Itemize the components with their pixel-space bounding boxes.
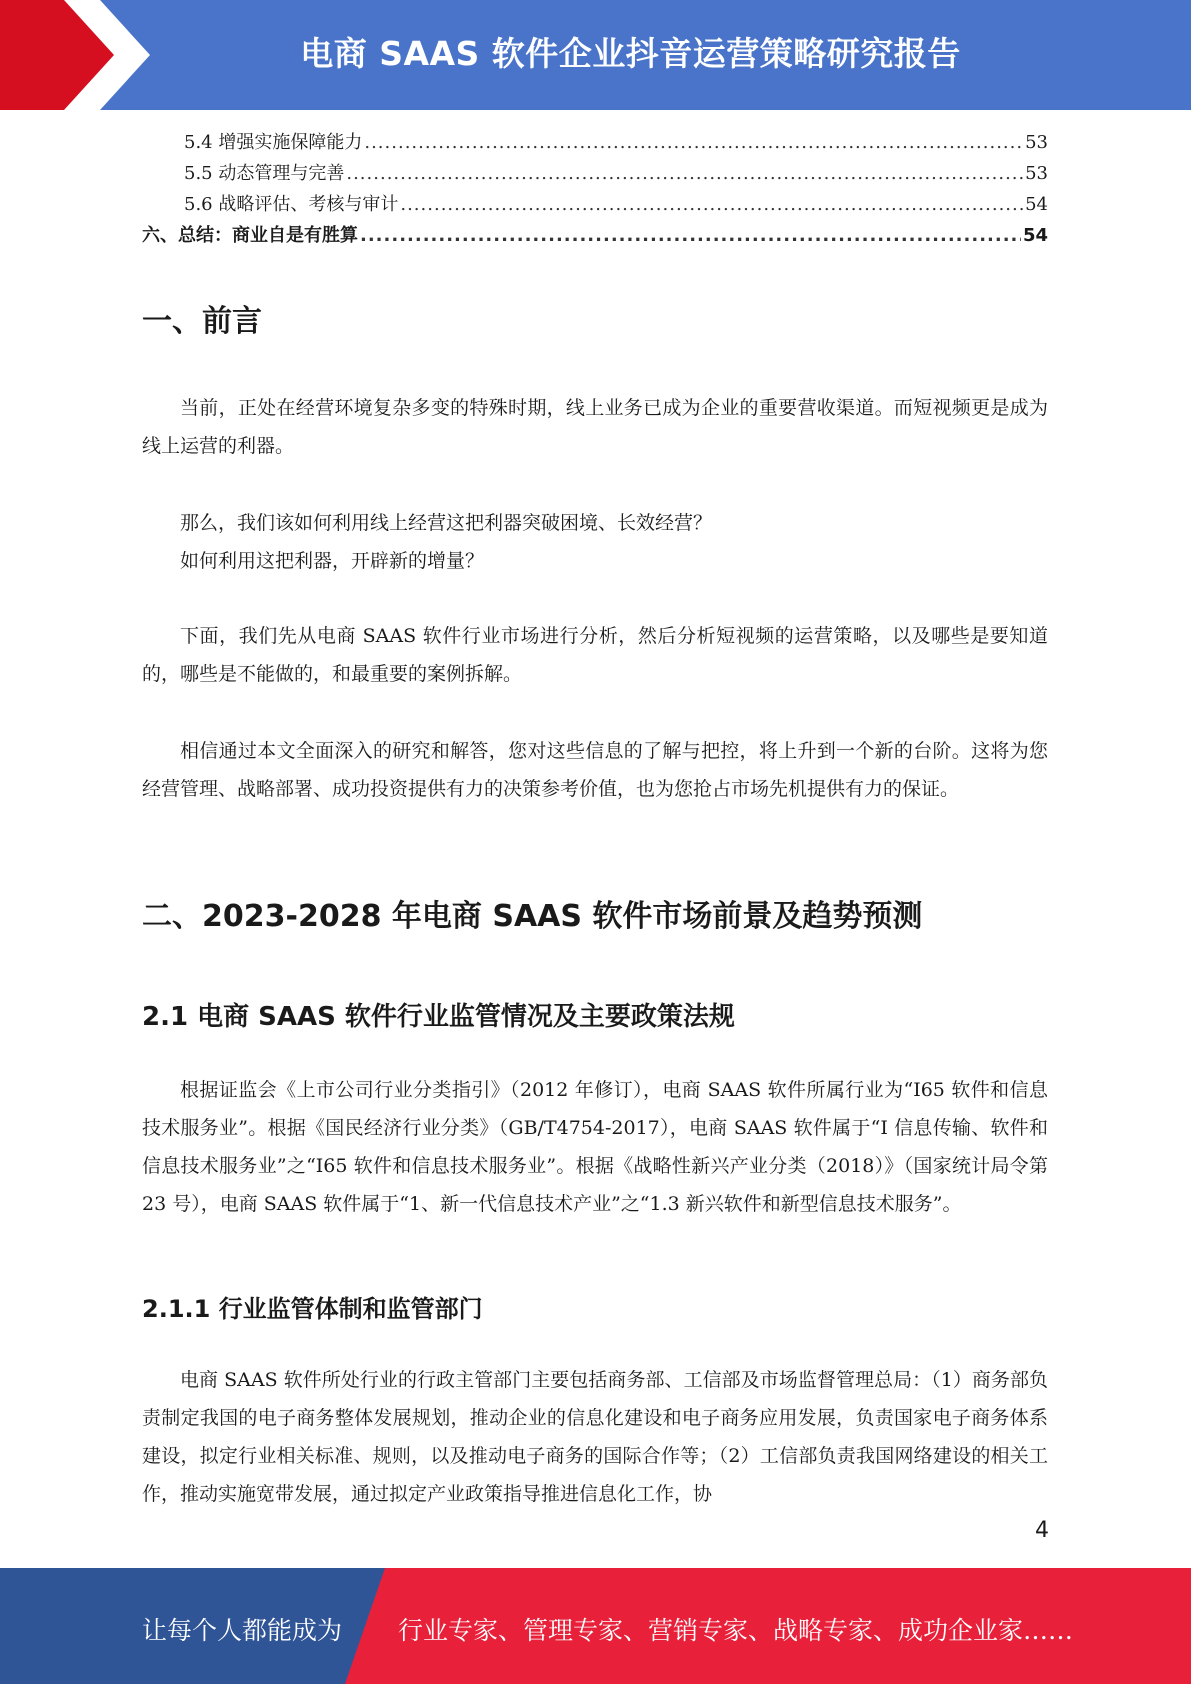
- toc-leader-dots: [364, 132, 1023, 153]
- page-footer: [0, 1568, 1191, 1684]
- page-number: 4: [1035, 1518, 1049, 1543]
- toc-entry[interactable]: [142, 190, 1048, 221]
- toc-entry-page: 53: [1025, 163, 1048, 184]
- regulatory-system-paragraph: 电商 SAAS 软件所处行业的行政主管部门主要包括商务部、工信部及市场监督管理总局：（1）商务部负责制定我国的电子商务整体发展规划，推动企业的信息化建设和电子商务应用发展，负责国家电子商务体系建设，拟定行业相关标准、规则，以及推动电子商务的国际合作等；（2）工信部负责我国网络建设的相关工作，推动实施宽带发展，通过拟定产业政策指导推进信息化工作，协: [142, 1369, 1048, 1505]
- toc-entry-label: 5.6 战略评估、考核与审计: [184, 194, 399, 215]
- toc-leader-dots: [360, 225, 1021, 246]
- subsection-heading-regulation: 2.1 电商 SAAS 软件行业监管情况及主要政策法规: [142, 1002, 735, 1032]
- toc-entry[interactable]: [142, 221, 1048, 252]
- toc-leader-dots: [346, 163, 1023, 184]
- footer-slogan: 行业专家、管理专家、营销专家、战略专家、成功企业家……: [398, 1616, 1074, 1645]
- subsection-heading-regulatory-system: 2.1.1 行业监管体制和监管部门: [142, 1295, 483, 1323]
- regulation-paragraph: 根据证监会《上市公司行业分类指引》（2012 年修订），电商 SAAS 软件所属行业为“I65 软件和信息技术服务业”。根据《国民经济行业分类》（GB/T4754-2017），电商 SAAS 软件属于“I 信息传输、软件和信息技术服务业”之“I65 软件和信息技术服务业”。根据《战略性新兴产业分类（2018）》（国家统计局令第 23 号），电商 SAAS 软件属于“1、新一代信息技术产业”之“1.3 新兴软件和新型信息技术服务”。: [142, 1079, 1048, 1215]
- preface-paragraph-1: 当前，正处在经营环境复杂多变的特殊时期，线上业务已成为企业的重要营收渠道。而短视频更是成为线上运营的利器。: [142, 397, 1048, 457]
- preface-question-1: 那么，我们该如何利用线上经营这把利器突破困境、长效经营？: [180, 512, 713, 534]
- page-header: [0, 0, 1191, 110]
- toc-leader-dots: [400, 194, 1023, 215]
- section-heading-market-outlook: 二、2023-2028 年电商 SAAS 软件市场前景及趋势预测: [142, 899, 923, 934]
- preface-question-2: 如何利用这把利器，开辟新的增量？: [180, 550, 485, 572]
- toc-entry-page: 53: [1025, 132, 1048, 153]
- toc-entry-page: 54: [1025, 194, 1048, 215]
- toc-entry-label: 5.4 增强实施保障能力: [184, 132, 363, 153]
- toc-entry[interactable]: [142, 128, 1048, 159]
- toc-entry-page: 54: [1022, 225, 1048, 246]
- toc-entry[interactable]: [142, 159, 1048, 190]
- report-title: 电商 SAAS 软件企业抖音运营策略研究报告: [300, 34, 961, 73]
- preface-paragraph-3: 相信通过本文全面深入的研究和解答，您对这些信息的了解与把控，将上升到一个新的台阶。这将为您经营管理、战略部署、成功投资提供有力的决策参考价值，也为您抢占市场先机提供有力的保证。: [142, 740, 1048, 800]
- section-heading-preface: 一、前言: [142, 304, 262, 339]
- preface-paragraph-2: 下面，我们先从电商 SAAS 软件行业市场进行分析，然后分析短视频的运营策略，以及哪些是要知道的，哪些是不能做的，和最重要的案例拆解。: [142, 625, 1048, 685]
- footer-lead-text: 让每个人都能成为: [142, 1616, 343, 1645]
- table-of-contents: [142, 128, 1048, 252]
- toc-entry-label: 六、总结：商业自是有胜算: [142, 225, 358, 246]
- toc-entry-label: 5.5 动态管理与完善: [184, 163, 345, 184]
